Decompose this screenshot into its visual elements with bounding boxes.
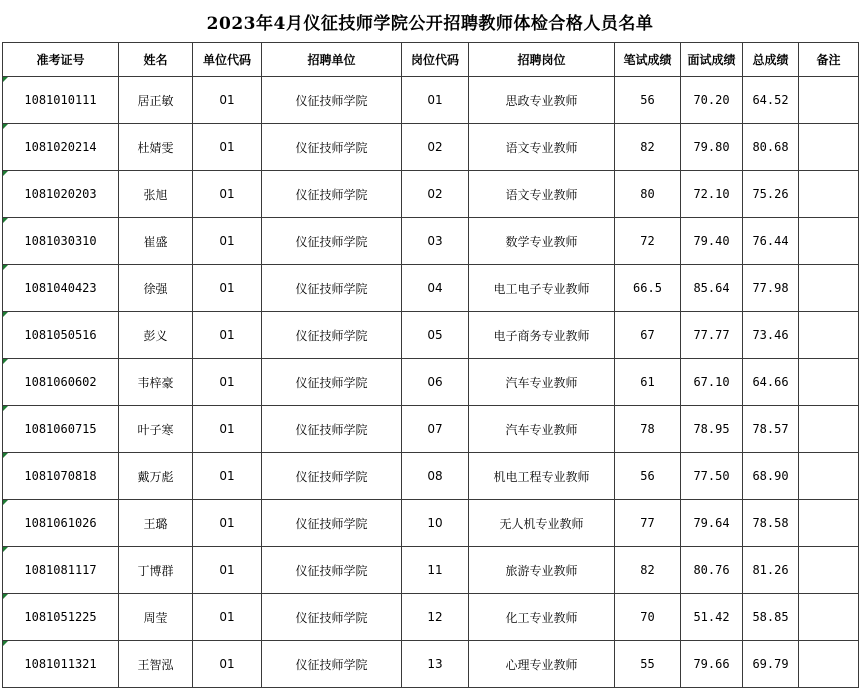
cell-total-score[interactable]: 69.79: [743, 641, 799, 688]
cell-recruit-unit[interactable]: 仪征技师学院: [262, 406, 402, 453]
cell-total-score[interactable]: 80.68: [743, 124, 799, 171]
cell-written-score[interactable]: 80: [615, 171, 681, 218]
cell-name[interactable]: 崔盛: [119, 218, 193, 265]
cell-post-code[interactable]: 11: [402, 547, 469, 594]
cell-name[interactable]: 徐强: [119, 265, 193, 312]
cell-interview-score[interactable]: 79.40: [681, 218, 743, 265]
cell-exam-id[interactable]: 1081081117: [3, 547, 119, 594]
header-interview-score[interactable]: 面试成绩: [681, 43, 743, 77]
cell-interview-score[interactable]: 78.95: [681, 406, 743, 453]
cell-name[interactable]: 张旭: [119, 171, 193, 218]
cell-recruit-post[interactable]: 汽车专业教师: [469, 406, 615, 453]
header-post-code[interactable]: 岗位代码: [402, 43, 469, 77]
header-remarks[interactable]: 备注: [799, 43, 859, 77]
cell-exam-id[interactable]: 1081050516: [3, 312, 119, 359]
table-header: [3, 43, 859, 77]
cell-interview-score[interactable]: 79.80: [681, 124, 743, 171]
cell-written-score[interactable]: 77: [615, 500, 681, 547]
cell-total-score[interactable]: 77.98: [743, 265, 799, 312]
cell-remarks[interactable]: [799, 124, 859, 171]
cell-interview-score[interactable]: 51.42: [681, 594, 743, 641]
cell-post-code[interactable]: 06: [402, 359, 469, 406]
cell-recruit-post[interactable]: 化工专业教师: [469, 594, 615, 641]
cell-recruit-unit[interactable]: 仪征技师学院: [262, 641, 402, 688]
cell-unit-code[interactable]: 01: [193, 641, 262, 688]
cell-name[interactable]: 彭义: [119, 312, 193, 359]
cell-interview-score[interactable]: 79.64: [681, 500, 743, 547]
cell-exam-id[interactable]: 1081011321: [3, 641, 119, 688]
cell-exam-id[interactable]: 1081030310: [3, 218, 119, 265]
table-row: [3, 500, 859, 547]
cell-recruit-unit[interactable]: 仪征技师学院: [262, 547, 402, 594]
cell-post-code[interactable]: 08: [402, 453, 469, 500]
cell-exam-id[interactable]: 1081060715: [3, 406, 119, 453]
cell-exam-id[interactable]: 1081061026: [3, 500, 119, 547]
cell-interview-score[interactable]: 85.64: [681, 265, 743, 312]
cell-unit-code[interactable]: 01: [193, 406, 262, 453]
table-row: [3, 453, 859, 500]
cell-written-score[interactable]: 61: [615, 359, 681, 406]
header-recruit-unit[interactable]: 招聘单位: [262, 43, 402, 77]
cell-total-score[interactable]: 58.85: [743, 594, 799, 641]
cell-total-score[interactable]: 78.58: [743, 500, 799, 547]
cell-unit-code[interactable]: 01: [193, 547, 262, 594]
cell-remarks[interactable]: [799, 218, 859, 265]
cell-written-score[interactable]: 72: [615, 218, 681, 265]
cell-remarks[interactable]: [799, 312, 859, 359]
table-row: [3, 359, 859, 406]
cell-name[interactable]: 王智泓: [119, 641, 193, 688]
page-title: 2023年4月仪征技师学院公开招聘教师体检合格人员名单: [206, 13, 654, 34]
cell-total-score[interactable]: 64.66: [743, 359, 799, 406]
cell-name[interactable]: 杜婧雯: [119, 124, 193, 171]
header-name[interactable]: 姓名: [119, 43, 193, 77]
cell-written-score[interactable]: 56: [615, 453, 681, 500]
header-row: [3, 43, 859, 77]
cell-remarks[interactable]: [799, 453, 859, 500]
cell-written-score[interactable]: 66.5: [615, 265, 681, 312]
cell-unit-code[interactable]: 01: [193, 124, 262, 171]
cell-unit-code[interactable]: 01: [193, 312, 262, 359]
table-row: [3, 641, 859, 688]
header-exam-id[interactable]: 准考证号: [3, 43, 119, 77]
cell-post-code[interactable]: 04: [402, 265, 469, 312]
table-row: [3, 406, 859, 453]
cell-exam-id[interactable]: 1081010111: [3, 77, 119, 124]
cell-post-code[interactable]: 02: [402, 124, 469, 171]
table-row: [3, 77, 859, 124]
cell-unit-code[interactable]: 01: [193, 265, 262, 312]
cell-recruit-post[interactable]: 无人机专业教师: [469, 500, 615, 547]
cell-written-score[interactable]: 70: [615, 594, 681, 641]
cell-name[interactable]: 丁博群: [119, 547, 193, 594]
cell-recruit-post[interactable]: 数学专业教师: [469, 218, 615, 265]
cell-recruit-unit[interactable]: 仪征技师学院: [262, 312, 402, 359]
cell-recruit-post[interactable]: 电工电子专业教师: [469, 265, 615, 312]
cell-total-score[interactable]: 76.44: [743, 218, 799, 265]
cell-recruit-unit[interactable]: 仪征技师学院: [262, 359, 402, 406]
table-row: [3, 547, 859, 594]
cell-unit-code[interactable]: 01: [193, 218, 262, 265]
cell-post-code[interactable]: 05: [402, 312, 469, 359]
cell-post-code[interactable]: 10: [402, 500, 469, 547]
cell-recruit-post[interactable]: 汽车专业教师: [469, 359, 615, 406]
cell-recruit-post[interactable]: 语文专业教师: [469, 171, 615, 218]
cell-recruit-unit[interactable]: 仪征技师学院: [262, 218, 402, 265]
cell-exam-id[interactable]: 1081051225: [3, 594, 119, 641]
cell-unit-code[interactable]: 01: [193, 359, 262, 406]
cell-recruit-post[interactable]: 思政专业教师: [469, 77, 615, 124]
table-row: [3, 312, 859, 359]
cell-interview-score[interactable]: 77.77: [681, 312, 743, 359]
cell-exam-id[interactable]: 1081020203: [3, 171, 119, 218]
cell-recruit-unit[interactable]: 仪征技师学院: [262, 77, 402, 124]
cell-interview-score[interactable]: 70.20: [681, 77, 743, 124]
cell-unit-code[interactable]: 01: [193, 171, 262, 218]
table-row: [3, 124, 859, 171]
table-row: [3, 594, 859, 641]
cell-recruit-unit[interactable]: 仪征技师学院: [262, 594, 402, 641]
cell-total-score[interactable]: 75.26: [743, 171, 799, 218]
cell-remarks[interactable]: [799, 77, 859, 124]
cell-total-score[interactable]: 68.90: [743, 453, 799, 500]
cell-recruit-unit[interactable]: 仪征技师学院: [262, 265, 402, 312]
cell-interview-score[interactable]: 79.66: [681, 641, 743, 688]
cell-unit-code[interactable]: 01: [193, 500, 262, 547]
cell-interview-score[interactable]: 80.76: [681, 547, 743, 594]
cell-recruit-unit[interactable]: 仪征技师学院: [262, 171, 402, 218]
cell-written-score[interactable]: 67: [615, 312, 681, 359]
cell-interview-score[interactable]: 72.10: [681, 171, 743, 218]
cell-total-score[interactable]: 78.57: [743, 406, 799, 453]
cell-recruit-post[interactable]: 心理专业教师: [469, 641, 615, 688]
cell-recruit-unit[interactable]: 仪征技师学院: [262, 453, 402, 500]
cell-unit-code[interactable]: 01: [193, 594, 262, 641]
header-total-score[interactable]: 总成绩: [743, 43, 799, 77]
cell-recruit-post[interactable]: 机电工程专业教师: [469, 453, 615, 500]
cell-exam-id[interactable]: 1081020214: [3, 124, 119, 171]
cell-written-score[interactable]: 56: [615, 77, 681, 124]
cell-total-score[interactable]: 73.46: [743, 312, 799, 359]
cell-recruit-unit[interactable]: 仪征技师学院: [262, 124, 402, 171]
cell-remarks[interactable]: [799, 547, 859, 594]
cell-written-score[interactable]: 78: [615, 406, 681, 453]
cell-interview-score[interactable]: 67.10: [681, 359, 743, 406]
cell-exam-id[interactable]: 1081040423: [3, 265, 119, 312]
cell-name[interactable]: 王璐: [119, 500, 193, 547]
cell-unit-code[interactable]: 01: [193, 77, 262, 124]
table-row: [3, 171, 859, 218]
cell-post-code[interactable]: 07: [402, 406, 469, 453]
header-recruit-post[interactable]: 招聘岗位: [469, 43, 615, 77]
cell-post-code[interactable]: 02: [402, 171, 469, 218]
cell-remarks[interactable]: [799, 406, 859, 453]
results-table: [2, 42, 859, 688]
cell-exam-id[interactable]: 1081060602: [3, 359, 119, 406]
cell-post-code[interactable]: 03: [402, 218, 469, 265]
cell-name[interactable]: 叶子寒: [119, 406, 193, 453]
cell-remarks[interactable]: [799, 500, 859, 547]
cell-name[interactable]: 居正敏: [119, 77, 193, 124]
cell-written-score[interactable]: 55: [615, 641, 681, 688]
cell-recruit-post[interactable]: 语文专业教师: [469, 124, 615, 171]
cell-written-score[interactable]: 82: [615, 124, 681, 171]
table-body: [3, 77, 859, 688]
header-unit-code[interactable]: 单位代码: [193, 43, 262, 77]
cell-remarks[interactable]: [799, 594, 859, 641]
cell-remarks[interactable]: [799, 265, 859, 312]
cell-interview-score[interactable]: 77.50: [681, 453, 743, 500]
cell-post-code[interactable]: 13: [402, 641, 469, 688]
cell-unit-code[interactable]: 01: [193, 453, 262, 500]
header-written-score[interactable]: 笔试成绩: [615, 43, 681, 77]
table-row: [3, 265, 859, 312]
cell-recruit-unit[interactable]: 仪征技师学院: [262, 500, 402, 547]
table-row: [3, 218, 859, 265]
cell-remarks[interactable]: [799, 641, 859, 688]
cell-remarks[interactable]: [799, 359, 859, 406]
cell-recruit-post[interactable]: 旅游专业教师: [469, 547, 615, 594]
cell-post-code[interactable]: 01: [402, 77, 469, 124]
cell-total-score[interactable]: 81.26: [743, 547, 799, 594]
cell-name[interactable]: 韦梓豪: [119, 359, 193, 406]
cell-total-score[interactable]: 64.52: [743, 77, 799, 124]
cell-exam-id[interactable]: 1081070818: [3, 453, 119, 500]
cell-name[interactable]: 周莹: [119, 594, 193, 641]
cell-name[interactable]: 戴万彪: [119, 453, 193, 500]
cell-post-code[interactable]: 12: [402, 594, 469, 641]
cell-recruit-post[interactable]: 电子商务专业教师: [469, 312, 615, 359]
cell-remarks[interactable]: [799, 171, 859, 218]
cell-written-score[interactable]: 82: [615, 547, 681, 594]
